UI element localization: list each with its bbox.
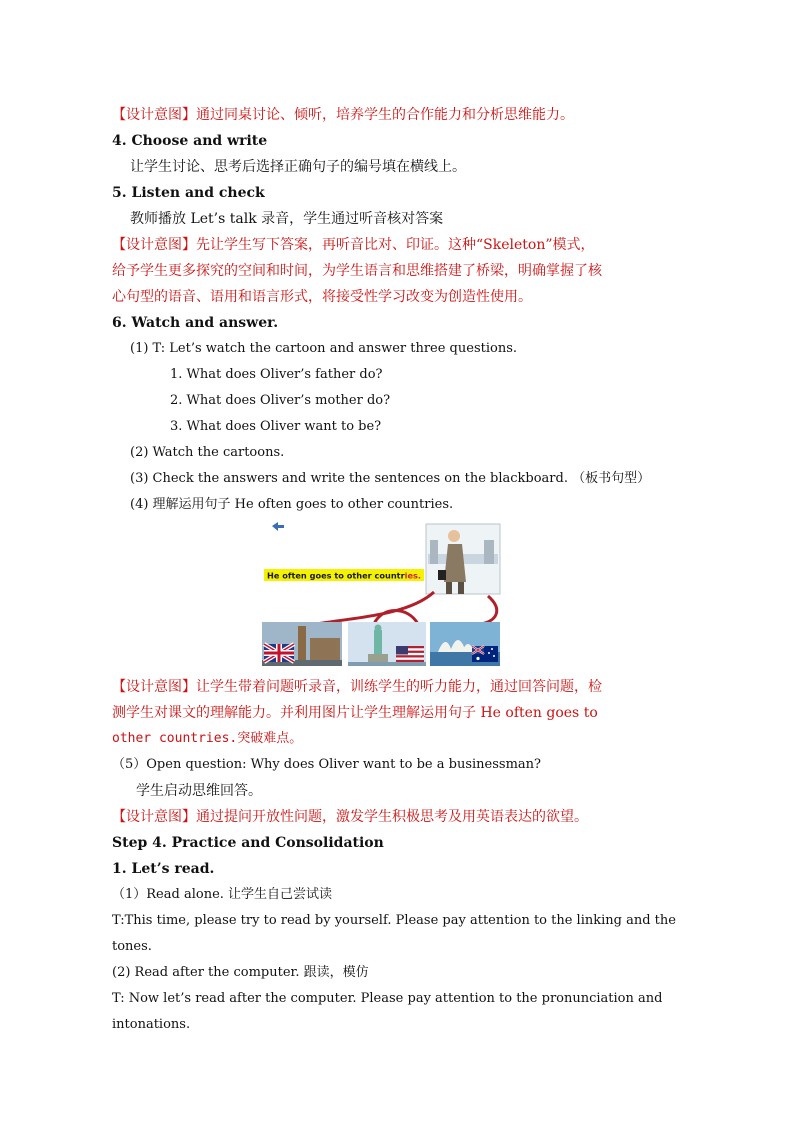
watch-step-2: (2) Watch the cartoons. <box>130 445 285 460</box>
sentence-banner <box>264 569 424 581</box>
design-intent-3-line1: 【设计意图】让学生带着问题听录音，训练学生的听力能力，通过回答问题，检 <box>112 679 602 695</box>
read-alone-instruction-1: T:This time, please try to read by yourself. Please pay attention to the linking and the <box>112 913 676 928</box>
illustration-svg <box>258 520 502 668</box>
heading-lets-read: 1. Let’s read. <box>112 861 215 877</box>
watch-step-4: (4) 理解运用句子 He often goes to other countries. <box>130 497 454 512</box>
listen-check-text: 教师播放 Let’s talk 录音，学生通过听音核对答案 <box>130 211 444 227</box>
watch-step-1: (1) T: Let’s watch the cartoon and answer three questions. <box>130 341 518 356</box>
watch-step-3: (3) Check the answers and write the sentences on the blackboard. （板书句型） <box>130 471 651 486</box>
open-question: （5）Open question: Why does Oliver want to be a businessman? <box>112 757 541 772</box>
heading-listen-check: 5. Listen and check <box>112 185 265 201</box>
sentence-main-text: He often goes to other countr <box>267 570 405 581</box>
lesson-illustration <box>258 520 502 668</box>
usa-flag-icon <box>396 646 424 662</box>
design-intent-2-line3: 心句型的语音、语用和语言形式，将接受性学习改变为创造性使用。 <box>112 289 532 305</box>
uk-photo <box>262 622 342 666</box>
design-intent-1: 【设计意图】通过同桌讨论、倾听，培养学生的合作能力和分析思维能力。 <box>112 107 574 123</box>
design-intent-2-line2: 给予学生更多探究的空间和时间，为学生语言和思维搭建了桥梁，明确掌握了核 <box>112 263 602 279</box>
read-after-instruction-1: T: Now let’s read after the computer. Please pay attention to the pronunciation and <box>112 991 663 1006</box>
open-question-response: 学生启动思维回答。 <box>136 783 262 799</box>
design-intent-3-line3: other countries.突破难点。 <box>112 731 303 746</box>
design-intent-3-line2: 测学生对课文的理解能力。并利用图片让学生理解运用句子 He often goes to <box>112 705 598 721</box>
design-intent-2-line1: 【设计意图】先让学生写下答案，再听音比对、印证。这种“Skeleton”模式， <box>112 237 595 253</box>
question-3: 3. What does Oliver want to be? <box>170 419 382 434</box>
read-after-instruction-2: intonations. <box>112 1017 191 1032</box>
question-1: 1. What does Oliver’s father do? <box>170 367 383 382</box>
connecting-arrows <box>316 592 497 624</box>
back-arrow-icon <box>272 522 284 531</box>
read-alone: （1）Read alone. 让学生自己尝试读 <box>112 887 333 902</box>
choose-write-text: 让学生讨论、思考后选择正确句子的编号填在横线上。 <box>130 159 466 175</box>
heading-watch-answer: 6. Watch and answer. <box>112 315 279 331</box>
businessman-picture <box>426 524 500 594</box>
svg-text:He often goes to other countri <box>267 571 421 581</box>
question-2: 2. What does Oliver’s mother do? <box>170 393 391 408</box>
sentence-tail-text: ies. <box>404 570 421 581</box>
heading-choose-write: 4. Choose and write <box>112 133 268 149</box>
design-intent-4: 【设计意图】通过提问开放性问题，激发学生积极思考及用英语表达的欲望。 <box>112 809 588 825</box>
uk-flag-icon <box>264 644 294 662</box>
australia-flag-icon <box>472 646 498 662</box>
australia-photo <box>430 622 500 666</box>
usa-photo <box>348 622 426 666</box>
read-alone-instruction-2: tones. <box>112 939 152 954</box>
read-after-computer: (2) Read after the computer. 跟读，模仿 <box>112 965 369 980</box>
heading-step-4: Step 4. Practice and Consolidation <box>112 835 384 851</box>
